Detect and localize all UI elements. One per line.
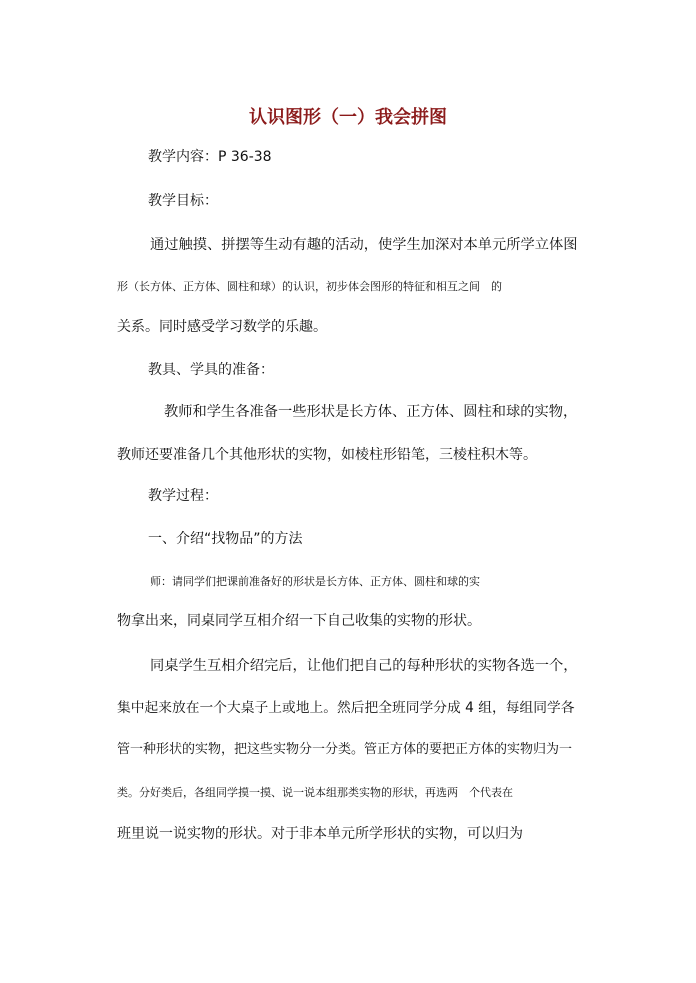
group-line-1: 同桌学生互相介绍完后，让他们把自己的每种形状的实物各选一个， [150,658,578,674]
group-line-4: 类。分好类后，各组同学摸一摸、说一说本组那类实物的形状，再选两 个代表在 [117,786,513,799]
teacher-line-1: 师：请同学们把课前准备好的形状是长方体、正方体、圆柱和球的实 [150,575,480,588]
prep-heading: 教具、学具的准备： [148,362,274,378]
objective-line-3: 关系。同时感受学习数学的乐趣。 [117,319,327,335]
document-title: 认识图形（一）我会拼图 [249,107,447,128]
section-1-heading: 一、介绍“找物品”的方法 [148,531,303,547]
objective-line-2: 形（长方体、正方体、圆柱和球）的认识，初步体会图形的特征和相互之间 的 [117,280,502,293]
teaching-content-line: 教学内容：P 36-38 [148,149,272,165]
prep-line-2: 教师还要准备几个其他形状的实物，如棱柱形铅笔，三棱柱积木等。 [117,447,537,463]
group-line-3: 管一种形状的实物，把这些实物分一分类。管正方体的要把正方体的实物归为一 [117,742,573,757]
teacher-line-2: 物拿出来，同桌同学互相介绍一下自己收集的实物的形状。 [117,613,481,629]
prep-line-1: 教师和学生各准备一些形状是长方体、正方体、圆柱和球的实物， [164,404,578,420]
process-heading: 教学过程： [148,488,218,504]
group-line-2: 集中起来放在一个大桌子上或地上。然后把全班同学分成 4 组，每组同学各 [117,700,575,716]
group-line-5: 班里说一说实物的形状。对于非本单元所学形状的实物，可以归为 [117,826,523,842]
objective-line-1: 通过触摸、拼摆等生动有趣的活动，使学生加深对本单元所学立体图 [150,237,578,253]
objective-heading: 教学目标： [148,193,218,209]
